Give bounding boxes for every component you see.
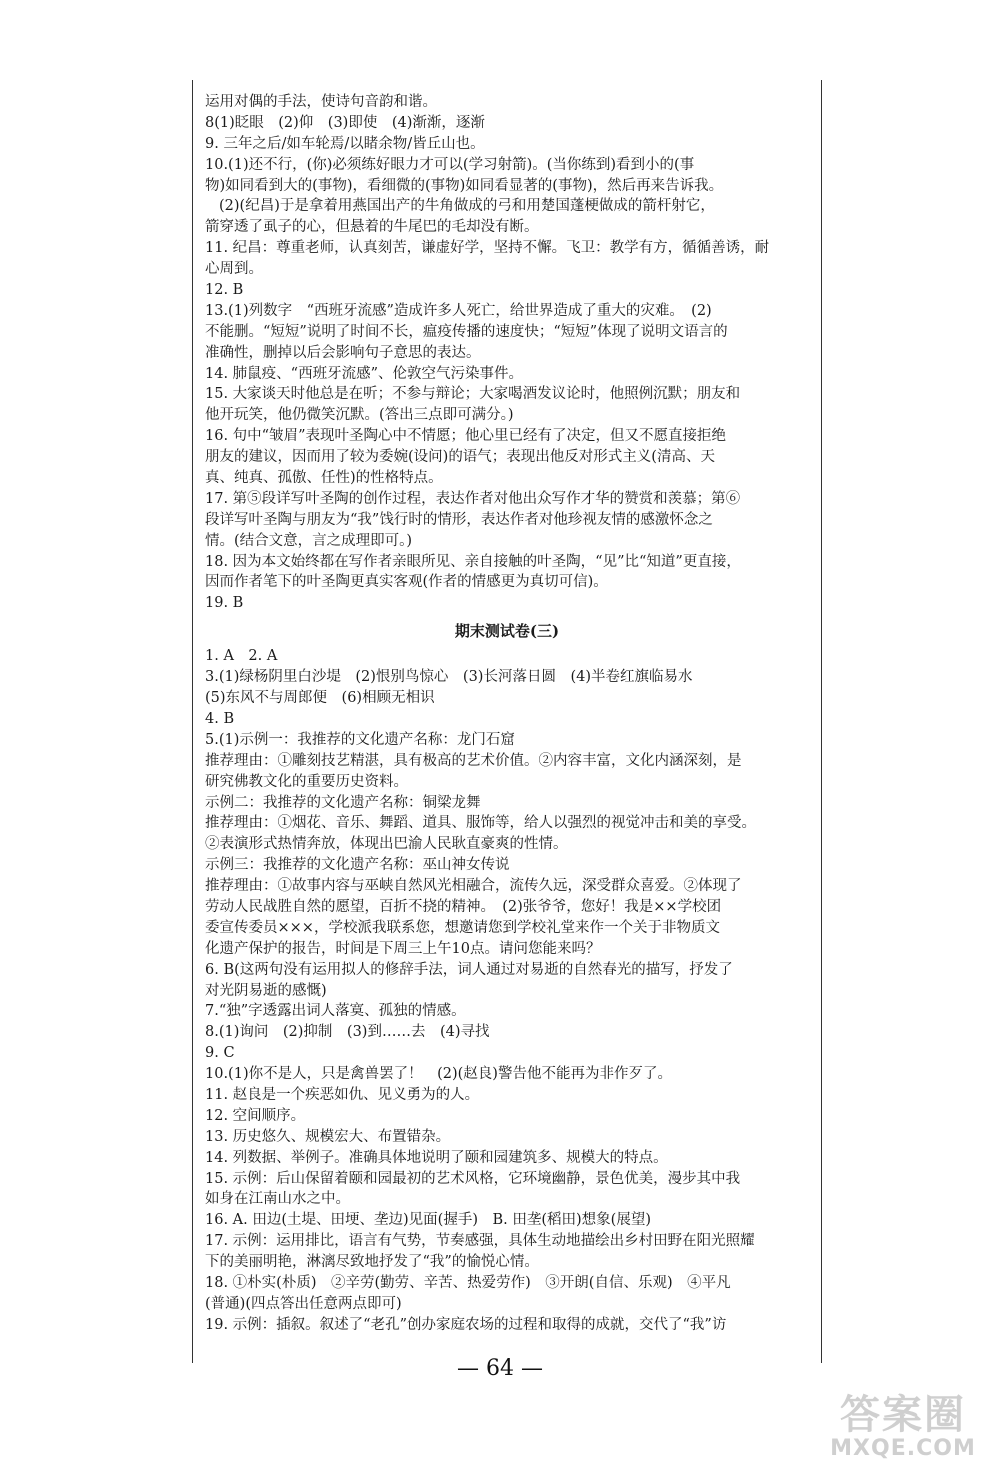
- text-line: 19. B: [205, 595, 244, 612]
- watermark-text-bottom: MXQE.COM: [830, 1436, 976, 1461]
- text-line: 14. 列数据、举例子。准确具体地说明了颐和园建筑多、规模大的特点。: [205, 1149, 668, 1166]
- text-line: 14. 肺鼠疫、“西班牙流感”、伦敦空气污染事件。: [205, 365, 523, 382]
- text-line: 12. B: [205, 282, 244, 299]
- text-line: (5)东风不与周郎便 (6)相顾无相识: [205, 690, 435, 707]
- text-line: 如身在江南山水之中。: [205, 1191, 350, 1208]
- text-line: 8(1)眨眼 (2)仰 (3)即使 (4)渐渐，逐渐: [205, 114, 485, 131]
- text-line: 9. C: [205, 1045, 235, 1062]
- text-line: 18. 因为本文始终都在写作者亲眼所见、亲自接触的叶圣陶，“见”比“知道”更直接，: [205, 553, 741, 570]
- text-line: ②表演形式热情奔放，体现出巴渝人民耿直豪爽的性情。: [205, 836, 568, 853]
- text-line: 15. 大家谈天时他总是在听；不参与辩论；大家喝酒发议论时，他照例沉默；朋友和: [205, 386, 741, 403]
- text-line: 15. 示例：后山保留着颐和园最初的艺术风格，它环境幽静，景色优美，漫步其中我: [205, 1170, 741, 1187]
- text-line: 研究佛教文化的重要历史资料。: [205, 773, 408, 790]
- page-number: — 64 —: [457, 1356, 543, 1381]
- text-line: 他开玩笑，他仍微笑沉默。(答出三点即可满分。): [205, 407, 514, 424]
- text-line: 10.(1)还不行，(你)必须练好眼力才可以(学习射箭)。(当你练到)看到小的(事: [205, 156, 695, 173]
- text-line: 运用对偶的手法，使诗句音韵和谐。: [205, 94, 437, 110]
- text-line: 推荐理由：①故事内容与巫峡自然风光相融合，流传久远，深受群众喜爱。②体现了: [205, 878, 742, 895]
- text-line: 16. A. 田边(土堤、田埂、垄边)见面(握手) B. 田垄(稻田)想象(展望): [205, 1212, 651, 1229]
- text-line: 10.(1)你不是人，只是禽兽罢了！ (2)(赵良)警告他不能再为非作歹了。: [205, 1066, 672, 1083]
- watermark-text-top: 答案圈: [840, 1392, 966, 1438]
- text-line: 1. A 2. A: [205, 648, 278, 665]
- text-line: 推荐理由：①烟花、音乐、舞蹈、道具、服饰等，给人以强烈的视觉冲击和美的享受。: [205, 815, 756, 832]
- text-line: 因而作者笔下的叶圣陶更真实客观(作者的情感更为真切可信)。: [205, 574, 608, 591]
- watermark-logo: [818, 1390, 988, 1466]
- text-line: 19. 示例：插叙。叙述了“老孔”创办家庭农场的过程和取得的成就，交代了“我”访: [205, 1316, 727, 1333]
- text-line: 段详写叶圣陶与朋友为“我”饯行时的情形，表达作者对他珍视友情的感激怀念之: [205, 511, 713, 528]
- text-line: 下的美丽明艳，淋漓尽致地抒发了“我”的愉悦心情。: [205, 1254, 539, 1271]
- text-line: (普通)(四点答出任意两点即可): [205, 1295, 402, 1312]
- section-title: 期末测试卷(三): [454, 622, 560, 641]
- text-line: 对光阴易逝的感慨): [205, 982, 327, 999]
- text-line: 5.(1)示例一：我推荐的文化遗产名称：龙门石窟: [205, 731, 515, 748]
- text-line: 示例二：我推荐的文化遗产名称：铜梁龙舞: [205, 794, 481, 811]
- text-line: (2)(纪昌)于是拿着用燕国出产的牛角做成的弓和用楚国蓬梗做成的箭杆射它，: [219, 198, 715, 215]
- page-frame: [192, 80, 822, 1363]
- answer-text-block: [205, 92, 809, 1336]
- text-line: 4. B: [205, 710, 235, 727]
- text-line: 示例三：我推荐的文化遗产名称：巫山神女传说: [205, 857, 510, 874]
- text-line: 心周到。: [205, 261, 263, 278]
- text-line: 朋友的建议，因而用了较为委婉(设问)的语气；表现出他反对形式主义(清高、天: [205, 449, 715, 466]
- text-line: 17. 第⑤段详写叶圣陶的创作过程，表达作者对他出众写作才华的赞赏和羡慕；第⑥: [205, 490, 741, 507]
- text-line: 11. 赵良是一个疾恶如仇、见义勇为的人。: [205, 1086, 480, 1103]
- text-line: 17. 示例：运用排比，语言有气势，节奏感强，具体生动地描绘出乡村田野在阳光照耀: [205, 1233, 755, 1250]
- text-line: 情。(结合文意，言之成理即可。): [205, 532, 413, 549]
- text-line: 准确性，删掉以后会影响句子意思的表达。: [205, 344, 481, 361]
- text-line: 13. 历史悠久、规模宏大、布置错杂。: [205, 1128, 451, 1145]
- text-line: 9. 三年之后/如车轮焉/以睹余物/皆丘山也。: [205, 135, 485, 152]
- text-line: 6. B(这两句没有运用拟人的修辞手法，词人通过对易逝的自然春光的描写，抒发了: [205, 961, 733, 978]
- text-line: 劳动人民战胜自然的愿望，百折不挠的精神。 (2)张爷爷，您好！我是××学校团: [205, 898, 722, 915]
- text-line: 8.(1)询问 (2)抑制 (3)到……去 (4)寻找: [205, 1024, 490, 1041]
- text-line: 16. 句中“皱眉”表现叶圣陶心中不情愿；他心里已经有了决定，但又不愿直接拒绝: [205, 428, 726, 445]
- text-line: 化遗产保护的报告，时间是下周三上午10点。请问您能来吗？: [205, 940, 601, 957]
- text-line: 真、纯真、孤傲、任性)的性格特点。: [205, 470, 443, 487]
- text-line: 推荐理由：①雕刻技艺精湛，具有极高的艺术价值。②内容丰富，文化内涵深刻，是: [205, 752, 742, 769]
- text-line: 18. ①朴实(朴质) ②辛劳(勤劳、辛苦、热爱劳作) ③开朗(自信、乐观) ④平凡: [205, 1274, 731, 1291]
- text-line: 11. 纪昌：尊重老师，认真刻苦，谦虚好学，坚持不懈。飞卫：教学有方，循循善诱，耐: [205, 240, 770, 257]
- text-line: 12. 空间顺序。: [205, 1107, 306, 1124]
- text-line: 3.(1)绿杨阴里白沙堤 (2)恨别鸟惊心 (3)长河落日圆 (4)半卷红旗临易水: [205, 669, 693, 686]
- text-line: 13.(1)列数字 “西班牙流感”造成许多人死亡，给世界造成了重大的灾难。 (2): [205, 302, 712, 319]
- text-line: 7.“独”字透露出词人落寞、孤独的情感。: [205, 1003, 466, 1020]
- text-line: 物)如同看到大的(事物)，看细微的(事物)如同看显著的(事物)，然后再来告诉我。: [205, 177, 724, 194]
- text-line: 不能删。“短短”说明了时间不长，瘟疫传播的速度快；“短短”体现了说明文语言的: [205, 323, 728, 340]
- text-line: 委宣传委员×××，学校派我联系您，想邀请您到学校礼堂来作一个关于非物质文: [205, 919, 720, 936]
- text-line: 箭穿透了虱子的心，但悬着的牛尾巴的毛却没有断。: [205, 219, 539, 236]
